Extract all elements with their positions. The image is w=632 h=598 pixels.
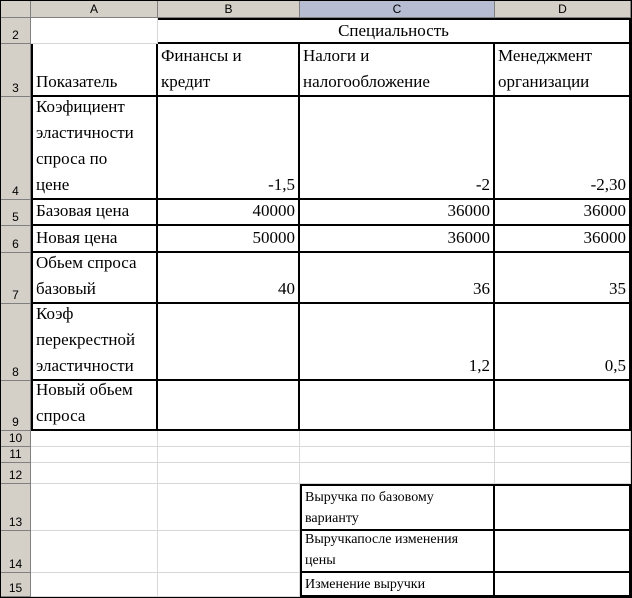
cell-b15[interactable]: [158, 573, 300, 597]
specialty-management: Менеджмент организации: [498, 46, 593, 91]
cell-c5[interactable]: [300, 200, 495, 226]
value-c7: 36: [473, 279, 490, 298]
indicator-header-text: Показатель: [36, 72, 118, 91]
row-header-8[interactable]: 8: [1, 304, 31, 381]
cell-b8[interactable]: [158, 304, 300, 381]
revenue-base-label: Выручка по базовому варианту: [305, 490, 434, 526]
value-d6: 36000: [583, 228, 626, 247]
row-header-10[interactable]: 10: [1, 431, 31, 447]
cell-d9[interactable]: [495, 381, 631, 431]
value-c8: 1,2: [468, 356, 490, 375]
cell-c15[interactable]: [300, 573, 495, 597]
cell-c13[interactable]: [300, 484, 495, 531]
cell-d12[interactable]: [495, 463, 631, 484]
value-d8: 0,5: [604, 356, 626, 375]
cell-a6[interactable]: [31, 226, 158, 253]
column-header-c[interactable]: C: [300, 1, 495, 18]
select-all-corner[interactable]: [1, 1, 31, 18]
specialty-header-text: Специальность: [338, 21, 449, 40]
cell-a15[interactable]: [31, 573, 158, 597]
revenue-after-label: Выручкапосле изменения цены: [305, 532, 459, 568]
cell-b5[interactable]: [158, 200, 300, 226]
cell-d7[interactable]: [495, 253, 631, 304]
row-header-11[interactable]: 11: [1, 447, 31, 463]
cell-a9[interactable]: [31, 381, 158, 431]
column-header-b[interactable]: B: [158, 1, 300, 18]
cell-b9[interactable]: [158, 381, 300, 431]
row-header-14[interactable]: 14: [1, 531, 31, 573]
cell-d8[interactable]: [495, 304, 631, 381]
column-header-d[interactable]: D: [495, 1, 631, 18]
value-c5: 36000: [447, 201, 490, 220]
row-label-new-price: Новая цена: [36, 228, 118, 247]
row-label-cross-elasticity: Коэф перекрестной эластичности: [36, 304, 136, 375]
cell-a4[interactable]: [31, 97, 158, 200]
cell-a7[interactable]: [31, 253, 158, 304]
cell-a12[interactable]: [31, 463, 158, 484]
cell-b3[interactable]: [158, 44, 300, 97]
cell-d6[interactable]: [495, 226, 631, 253]
row-header-7[interactable]: 7: [1, 253, 31, 304]
cell-b11[interactable]: [158, 447, 300, 463]
cell-d3[interactable]: [495, 44, 631, 97]
row-header-12[interactable]: 12: [1, 463, 31, 484]
cell-b13[interactable]: [158, 484, 300, 531]
value-d4: -2,30: [590, 175, 626, 194]
cell-d15[interactable]: [495, 573, 631, 597]
cell-a3[interactable]: [31, 44, 158, 97]
cell-b4[interactable]: [158, 97, 300, 200]
cell-d13[interactable]: [495, 484, 631, 531]
cell-a2[interactable]: [31, 18, 158, 44]
revenue-change-label: Изменение выручки: [305, 577, 426, 592]
cell-c9[interactable]: [300, 381, 495, 431]
row-label-base-price: Базовая цена: [36, 201, 130, 220]
column-header-a[interactable]: A: [31, 1, 158, 18]
value-b4: -1,5: [268, 175, 295, 194]
cell-b10[interactable]: [158, 431, 300, 447]
row-header-9[interactable]: 9: [1, 381, 31, 431]
cell-b6[interactable]: [158, 226, 300, 253]
value-c6: 36000: [447, 228, 490, 247]
cell-c7[interactable]: [300, 253, 495, 304]
value-d7: 35: [609, 279, 626, 298]
row-header-2[interactable]: 2: [1, 18, 31, 44]
cell-c10[interactable]: [300, 431, 495, 447]
row-label-base-demand: Обьем спроса базовый: [36, 253, 137, 298]
cell-c14[interactable]: [300, 531, 495, 573]
cell-specialty-header[interactable]: [158, 18, 631, 44]
cell-a5[interactable]: [31, 200, 158, 226]
value-d5: 36000: [583, 201, 626, 220]
row-header-3[interactable]: 3: [1, 44, 31, 97]
value-b6: 50000: [252, 228, 295, 247]
cell-d10[interactable]: [495, 431, 631, 447]
value-b5: 40000: [252, 201, 295, 220]
row-label-new-demand: Новый обьем спроса: [36, 381, 133, 425]
row-header-13[interactable]: 13: [1, 484, 31, 531]
row-header-4[interactable]: 4: [1, 97, 31, 200]
cell-a13[interactable]: [31, 484, 158, 531]
cell-b14[interactable]: [158, 531, 300, 573]
cell-d11[interactable]: [495, 447, 631, 463]
cell-d4[interactable]: [495, 97, 631, 200]
cell-c11[interactable]: [300, 447, 495, 463]
cell-a8[interactable]: [31, 304, 158, 381]
cell-d5[interactable]: [495, 200, 631, 226]
specialty-finance: Финансы и кредит: [161, 46, 242, 91]
row-header-15[interactable]: 15: [1, 573, 31, 597]
cell-c8[interactable]: [300, 304, 495, 381]
cell-d14[interactable]: [495, 531, 631, 573]
cell-c12[interactable]: [300, 463, 495, 484]
cell-c4[interactable]: [300, 97, 495, 200]
cell-a14[interactable]: [31, 531, 158, 573]
cell-c3[interactable]: [300, 44, 495, 97]
cell-b7[interactable]: [158, 253, 300, 304]
row-header-6[interactable]: 6: [1, 226, 31, 253]
value-b7: 40: [278, 279, 295, 298]
specialty-taxes: Налоги и налогообложение: [303, 46, 430, 91]
row-header-5[interactable]: 5: [1, 200, 31, 226]
value-c4: -2: [475, 175, 490, 194]
cell-c6[interactable]: [300, 226, 495, 253]
cell-a10[interactable]: [31, 431, 158, 447]
cell-b12[interactable]: [158, 463, 300, 484]
cell-a11[interactable]: [31, 447, 158, 463]
row-label-elasticity: Коэфициент эластичности спроса по цене: [36, 97, 134, 194]
